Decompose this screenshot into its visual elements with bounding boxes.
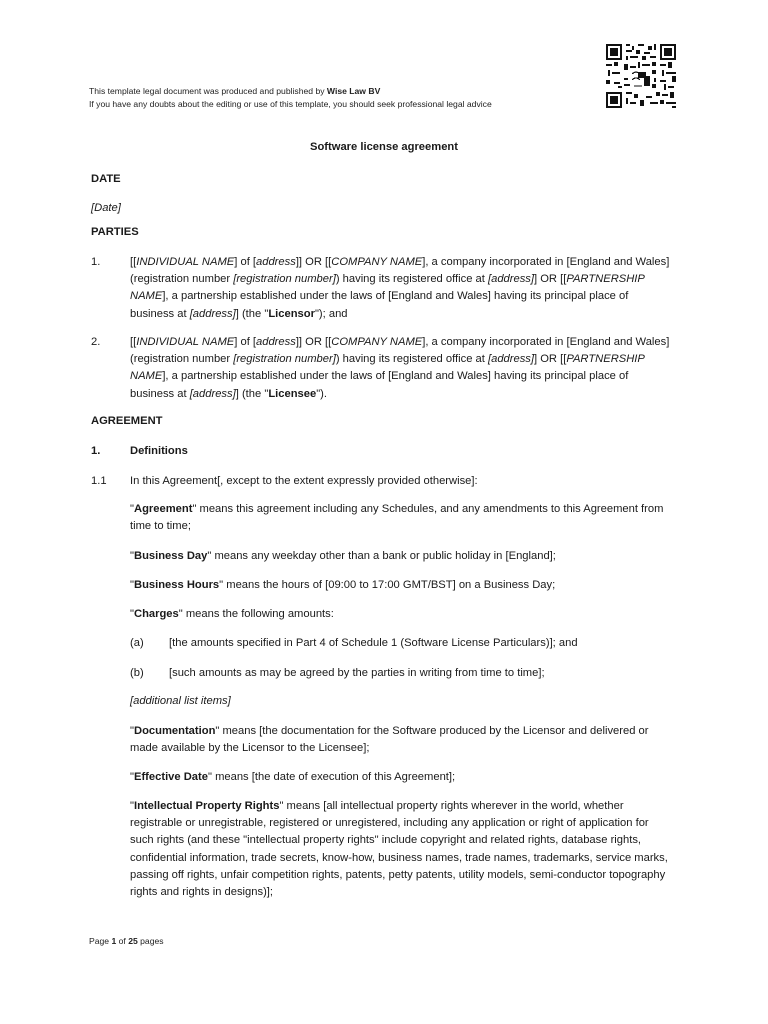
party-licensee: [[INDIVIDUAL NAME] of [address]] OR [[COMPANY NAME], a company incorporated in [England and Wales] (registration number [registration number]) having its registered office at [address]] OR [[PARTNERSHIP NAME], a partnership established under the laws of [England and Wales] having its principal place of business at [address]] (the "Licensee"). [130, 336, 670, 400]
publisher-name: Wise Law BV [326, 86, 381, 96]
template-notice-line-2: If you have any doubts about the editing or use of this template, you should seek professional legal advice [89, 99, 492, 109]
document-title: Software license agreement [310, 141, 458, 153]
clause-number: 1. [91, 445, 101, 457]
agreement-heading: AGREEMENT [91, 415, 163, 427]
definition-charges: "Charges" means the following amounts: [130, 608, 334, 620]
list-item: [the amounts specified in Part 4 of Schedule 1 (Software License Particulars)]; and [169, 637, 578, 649]
defined-term: Agreement [133, 503, 193, 515]
defined-term: Business Day [133, 550, 208, 562]
additional-placeholder: [additional list items] [130, 695, 231, 707]
party-number: 2. [91, 336, 101, 348]
definition-effective-date: "Effective Date" means [the date of execution of this Agreement]; [130, 771, 456, 783]
date-heading: DATE [91, 173, 121, 185]
definition-documentation: "Documentation" means [the documentation for the Software produced by the Licensor and delivered or made available by the Licensor to the Licensee]; [130, 725, 649, 755]
notice-text: This template legal document was produced and published by [89, 86, 327, 96]
defined-term: Licensee [268, 387, 317, 400]
list-label: (b) [130, 667, 144, 679]
party-licensor: [[INDIVIDUAL NAME] of [address]] OR [[COMPANY NAME], a company incorporated in [England and Wales] (registration number [registration number]) having its registered office at [address]] OR [[PARTNERSHIP NAME], a partnership established under the laws of [England and Wales] having its principal place of business at [address]] (the "Licensor"); and [130, 256, 670, 320]
template-notice [89, 85, 492, 111]
defined-term: Licensor [268, 307, 315, 320]
template-notice-line-1 [89, 85, 492, 98]
defined-term: Documentation [133, 725, 216, 737]
page-footer: Page 1 of 25 pages [89, 936, 164, 946]
definition-intellectual-property-rights: "Intellectual Property Rights" means [all intellectual property rights wherever in the world, whether registrable or unregistrable, registered or unregistered, including any application or right of application for such rights (and these "intellectual property rights" include copyright and related rights, database rights, confidential information, trade secrets, know-how, business names, trade names, trademarks, service marks, passing off rights, unfair competition rights, patents, petty patents, utility models, semi-conductor topography rights and rights in designs)]; [130, 800, 668, 899]
defined-term: Business Hours [133, 579, 220, 591]
defined-term: Effective Date [133, 771, 208, 783]
date-placeholder: [Date] [91, 202, 121, 214]
definition-business-hours: "Business Hours" means the hours of [09:00 to 17:00 GMT/BST] on a Business Day; [130, 579, 556, 591]
current-page: 1 [111, 936, 117, 946]
parties-heading: PARTIES [91, 226, 139, 238]
defined-term: Intellectual Property Rights [133, 800, 280, 812]
clause-text: In this Agreement[, except to the extent expressly provided otherwise]: [130, 475, 478, 487]
definition-business-day: "Business Day" means any weekday other than a bank or public holiday in [England]; [130, 550, 556, 562]
qr-code-icon [606, 44, 676, 108]
definition-agreement: "Agreement" means this agreement including any Schedules, and any amendments to this Agreement from time to time; [130, 503, 664, 533]
clause-number: 1.1 [91, 475, 107, 487]
list-label: (a) [130, 637, 144, 649]
party-number: 1. [91, 256, 101, 268]
date-value [91, 200, 121, 217]
additional-list-items [130, 693, 670, 710]
total-pages: 25 [128, 936, 138, 946]
defined-term: Charges [133, 608, 179, 620]
list-item: [such amounts as may be agreed by the parties in writing from time to time]; [169, 667, 545, 679]
clause-title: Definitions [130, 445, 188, 457]
